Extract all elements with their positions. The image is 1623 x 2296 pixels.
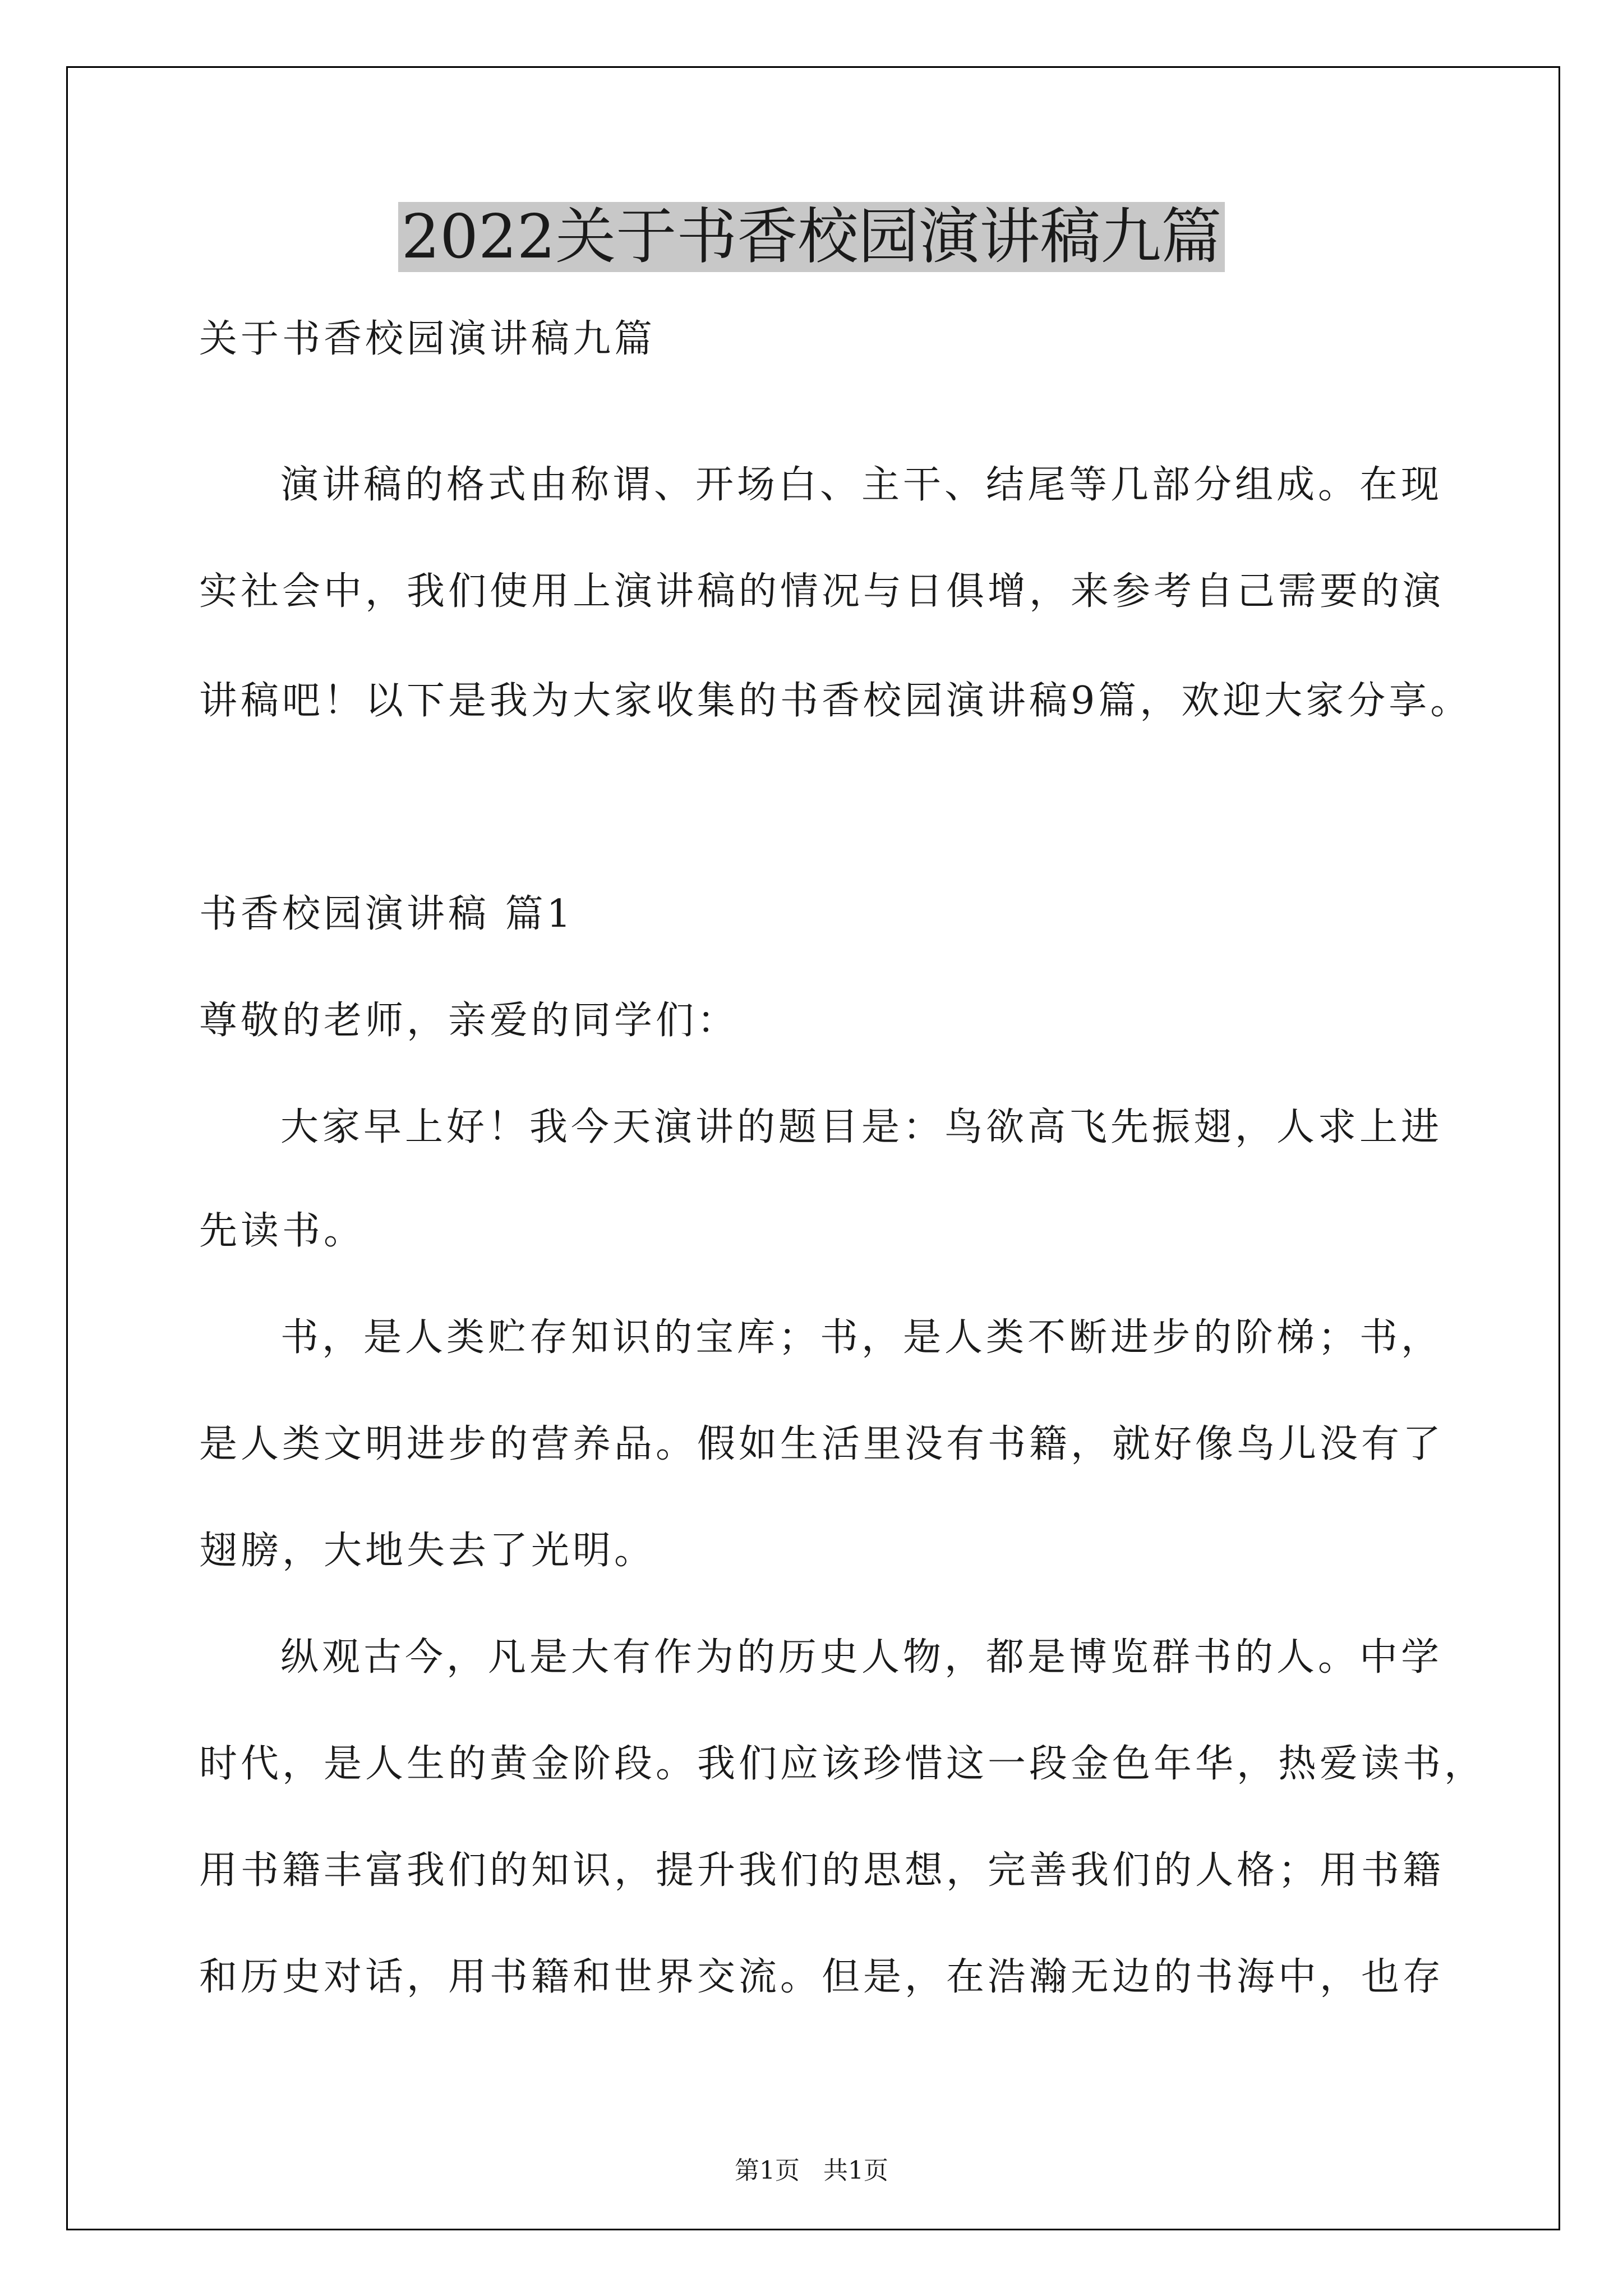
body-line: 是人类文明进步的营养品。假如生活里没有书籍，就好像鸟儿没有了 [199,1422,1445,1466]
section-heading: 书香校园演讲稿 篇1 [199,892,574,936]
body-line: 和历史对话，用书籍和世界交流。但是，在浩瀚无边的书海中，也存 [199,1955,1445,1999]
body-line: 先读书。 [199,1209,366,1253]
body-line: 纵观古今，凡是大有作为的历史人物，都是博览群书的人。中学 [280,1635,1443,1680]
body-line: 翅膀，大地失去了光明。 [199,1529,656,1573]
body-line: 时代，是人生的黄金阶段。我们应该珍惜这一段金色年华，热爱读书， [199,1742,1486,1786]
body-line: 用书籍丰富我们的知识，提升我们的思想，完善我们的人格；用书籍 [199,1848,1445,1893]
intro-line: 实社会中，我们使用上演讲稿的情况与日俱增，来参考自己需要的演 [199,569,1445,614]
page-footer: 第1页 共1页 [735,2156,888,2185]
body-line: 大家早上好！我今天演讲的题目是：鸟欲高飞先振翅，人求上进 [280,1105,1443,1149]
salutation: 尊敬的老师，亲爱的同学们： [199,999,739,1043]
document-title [0,195,1623,279]
body-line: 书，是人类贮存知识的宝库；书，是人类不断进步的阶梯；书， [280,1315,1443,1360]
intro-line: 演讲稿的格式由称谓、开场白、主干、结尾等几部分组成。在现 [280,463,1443,507]
document-subtitle: 关于书香校园演讲稿九篇 [199,317,656,361]
document-title-text: 2022关于书香校园演讲稿九篇 [398,202,1225,272]
intro-line: 讲稿吧！以下是我为大家收集的书香校园演讲稿9篇，欢迎大家分享。 [199,679,1472,723]
